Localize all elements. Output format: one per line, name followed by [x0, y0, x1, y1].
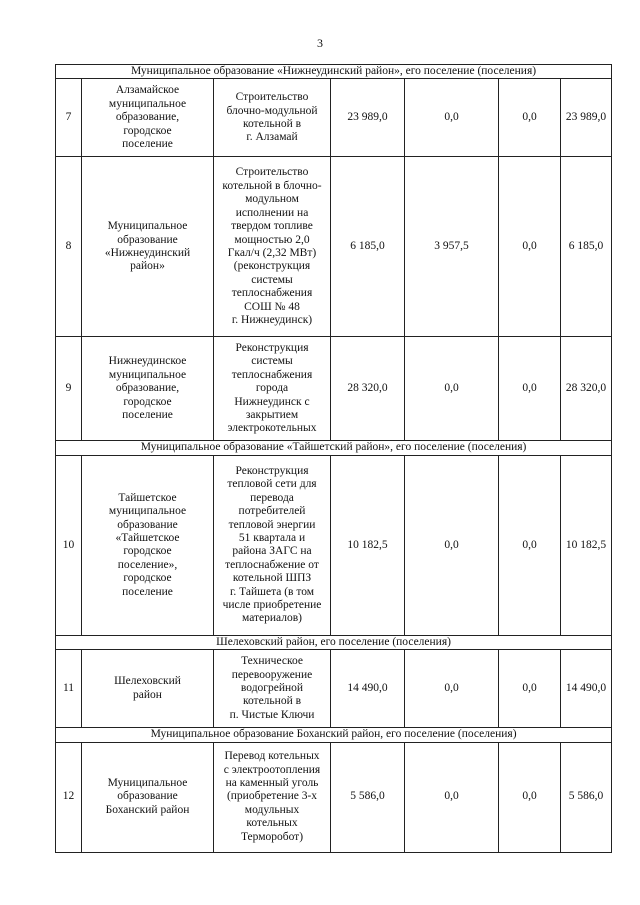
municipality-cell: Нижнеудинское муниципальное образование, городское поселение: [82, 337, 214, 441]
table-row: [56, 157, 612, 337]
section-header: Муниципальное образование «Нижнеудинский район», его поселение (поселения): [56, 65, 612, 79]
value-cell: 6 185,0: [331, 157, 405, 337]
project-cell: Реконструкция тепловой сети для перевода потребителей тепловой энергии 51 квартала и района ЗАГС на теплоснабжение от котельной ШПЗ г. Тайшета (в том числе приобретение материалов): [214, 455, 331, 635]
value-cell: 0,0: [405, 650, 499, 728]
value-cell: 0,0: [405, 455, 499, 635]
value-cell: 0,0: [499, 742, 561, 852]
value-cell: 0,0: [499, 650, 561, 728]
section-header-row: [56, 728, 612, 742]
section-header-row: [56, 65, 612, 79]
value-cell: 14 490,0: [331, 650, 405, 728]
project-cell: Реконструкция системы теплоснабжения города Нижнеудинск с закрытием электрокотельных: [214, 337, 331, 441]
value-cell: 0,0: [405, 742, 499, 852]
municipality-cell: Муниципальное образование «Нижнеудинский район»: [82, 157, 214, 337]
value-cell: 3 957,5: [405, 157, 499, 337]
value-cell: 5 586,0: [561, 742, 612, 852]
table-row: [56, 79, 612, 157]
value-cell: 10 182,5: [561, 455, 612, 635]
section-header: Шелеховский район, его поселение (поселения): [56, 635, 612, 649]
section-header-row: [56, 441, 612, 455]
value-cell: 14 490,0: [561, 650, 612, 728]
municipality-cell: Тайшетское муниципальное образование «Тайшетское городское поселение», городское поселение: [82, 455, 214, 635]
section-header-row: [56, 635, 612, 649]
project-cell: Строительство блочно-модульной котельной в г. Алзамай: [214, 79, 331, 157]
municipality-cell: Алзамайское муниципальное образование, городское поселение: [82, 79, 214, 157]
municipality-cell: Шелеховский район: [82, 650, 214, 728]
value-cell: 0,0: [405, 79, 499, 157]
project-cell: Техническое перевооружение водогрейной котельной в п. Чистые Ключи: [214, 650, 331, 728]
project-cell: Перевод котельных с электроотопления на каменный уголь (приобретение 3-х модульных котельных Терморобот): [214, 742, 331, 852]
row-number: 8: [56, 157, 82, 337]
table-row: [56, 650, 612, 728]
value-cell: 10 182,5: [331, 455, 405, 635]
page-number: 3: [317, 36, 323, 50]
value-cell: 28 320,0: [561, 337, 612, 441]
value-cell: 23 989,0: [331, 79, 405, 157]
project-cell: Строительство котельной в блочно- модульном исполнении на твердом топливе мощностью 2,0 Гкал/ч (2,32 МВт) (реконструкция системы теплоснабжения СОШ № 48 г. Нижнеудинск): [214, 157, 331, 337]
value-cell: 0,0: [405, 337, 499, 441]
investment-table: [55, 64, 612, 853]
value-cell: 6 185,0: [561, 157, 612, 337]
value-cell: 0,0: [499, 157, 561, 337]
table-row: [56, 337, 612, 441]
value-cell: 0,0: [499, 455, 561, 635]
section-header: Муниципальное образование Боханский район, его поселение (поселения): [56, 728, 612, 742]
row-number: 9: [56, 337, 82, 441]
row-number: 7: [56, 79, 82, 157]
row-number: 11: [56, 650, 82, 728]
municipality-cell: Муниципальное образование Боханский район: [82, 742, 214, 852]
row-number: 12: [56, 742, 82, 852]
value-cell: 0,0: [499, 79, 561, 157]
value-cell: 5 586,0: [331, 742, 405, 852]
table-row: [56, 455, 612, 635]
value-cell: 0,0: [499, 337, 561, 441]
value-cell: 23 989,0: [561, 79, 612, 157]
table-row: [56, 742, 612, 852]
value-cell: 28 320,0: [331, 337, 405, 441]
row-number: 10: [56, 455, 82, 635]
section-header: Муниципальное образование «Тайшетский район», его поселение (поселения): [56, 441, 612, 455]
